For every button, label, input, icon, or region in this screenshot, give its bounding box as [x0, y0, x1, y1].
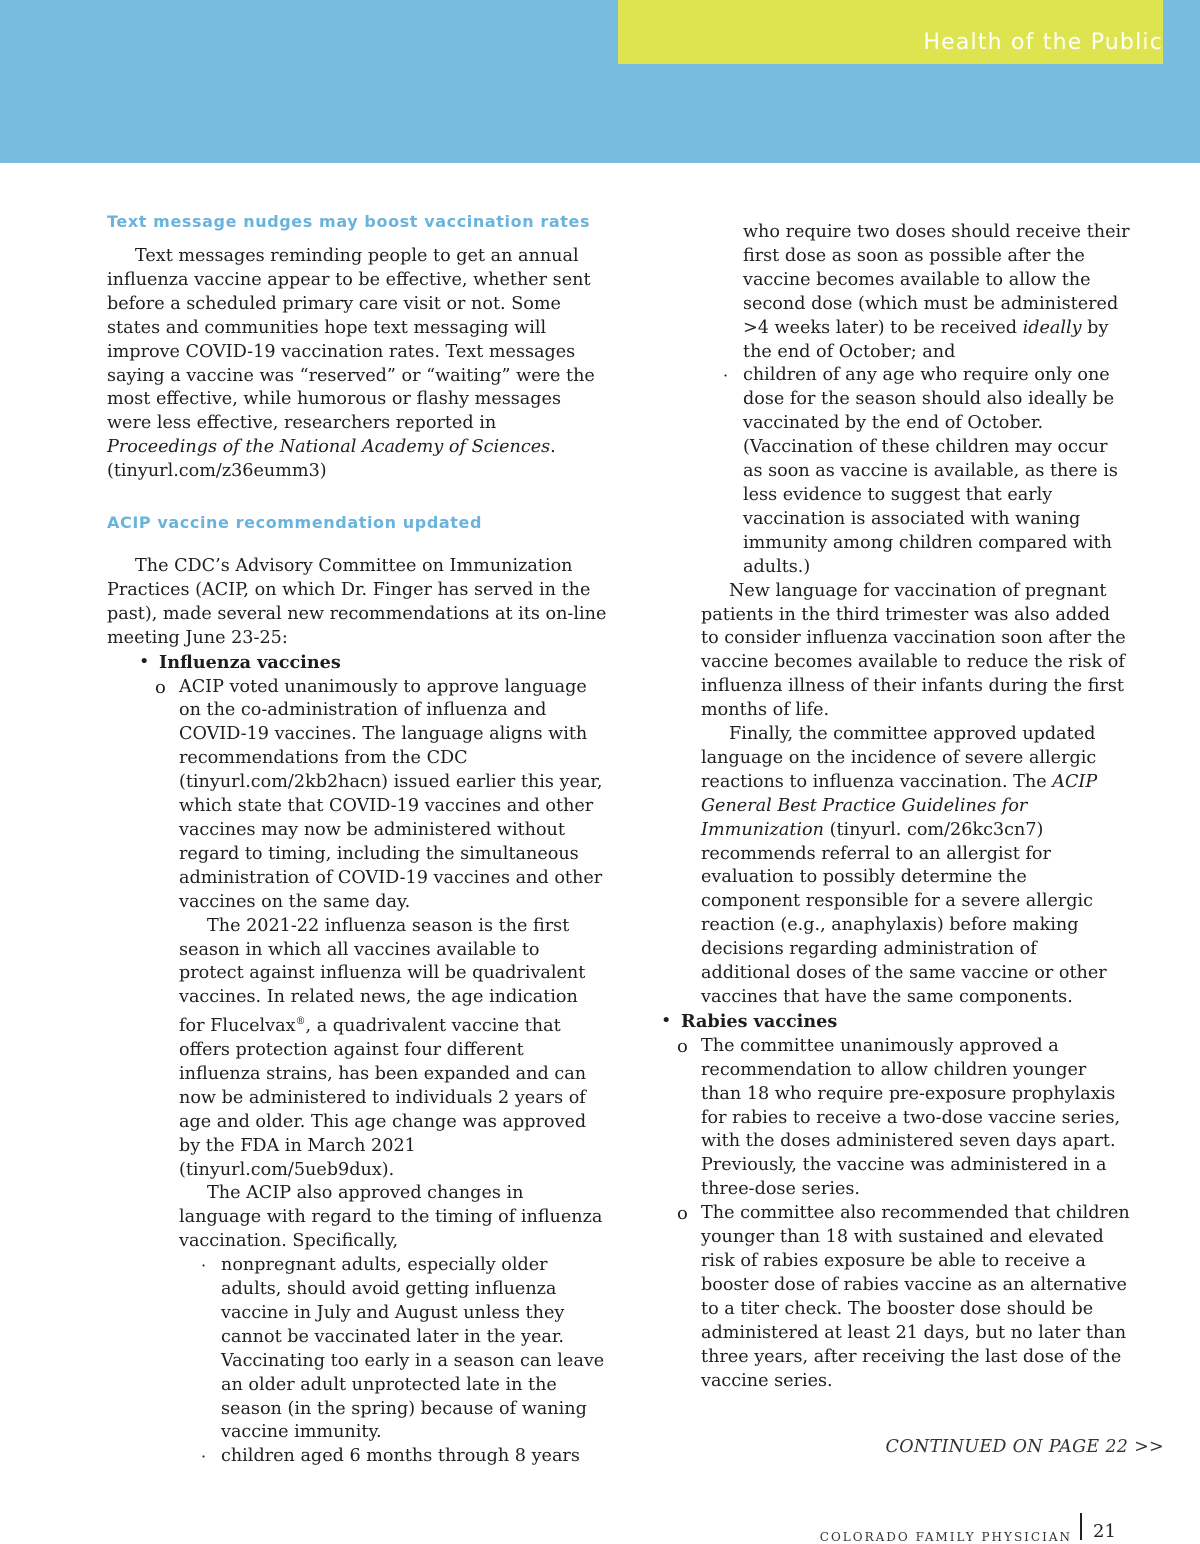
publication-name: COLORADO FAMILY PHYSICIAN — [819, 1530, 1072, 1544]
timing-children-text: children aged 6 months through 8 years — [221, 1446, 580, 1467]
coadmin-text: ACIP voted unanimously to approve language on the co-administration of influenza and COVID-19 vaccines. The language aligns with recommendations from the CDC (tinyurl.com/2kb2hacn) issued earlier this year, which state that COVID-19 vaccines and other vaccines may now be administered without regard to timing, including the simultaneous administration of COVID-19 vaccines and other vaccines on the same day. — [179, 676, 603, 912]
timing-children-continued — [701, 221, 1131, 364]
guidelines-title: ACIP General Best Practice Guidelines for Immunization — [701, 771, 1098, 840]
influenza-bullet — [107, 651, 607, 676]
allergy-text: Finally, the committee approved updated language on the incidence of severe allergic reactions to influenza vaccination. The ACIP General Best Practice Guidelines for Immunization (tinyurl. com/26kc3cn7) recommends referral to an allergist for evaluation to possibly determine the component responsible for a severe allergic reaction (e.g., anaphylaxis) before making decisions regarding administration of additional doses of the same vaccine or other vaccines that have the same components. — [701, 724, 1107, 1007]
article1-body — [107, 245, 607, 484]
rabies-bullet — [661, 1010, 1131, 1035]
timing-intro: The ACIP also approved changes in language with regard to the timing of influenza vaccination. Specifically, — [179, 1183, 603, 1252]
emphasis-ideally: ideally — [1022, 317, 1082, 338]
dot-bullet-icon: · — [723, 366, 729, 386]
timing-children-item — [179, 1445, 607, 1469]
article2-left-column — [107, 555, 607, 1469]
rabies-two-dose-text: The committee unanimously approved a recommendation to allow children younger than 18 who require pre-exposure prophylaxis for rabies to receive a two-dose vaccine series, with the doses administered seven days apart. Previously, the vaccine was administered in a three-dose series. — [701, 1035, 1121, 1200]
coadmin-item — [107, 676, 607, 1470]
timing-adults-text: nonpregnant adults, especially older adults, should avoid getting influenza vaccine in July and August unless they cannot be vaccinated later in the year. Vaccinating too early in a season can leave an older adult unprotected late in the season (in the spring) because of waning vaccine immunity. — [221, 1255, 605, 1443]
footer-divider — [1080, 1513, 1082, 1540]
rabies-label: Rabies vaccines — [681, 1010, 838, 1032]
timing-children-text: who require two doses should receive their first dose as soon as possible after the vaccine becomes available to allow the second dose (which must be administered >4 weeks later) to be received ideally by the end of October; and — [743, 222, 1130, 362]
timing-children-one-item — [701, 364, 1131, 579]
influenza-label: Influenza vaccines — [159, 651, 341, 673]
pregnant-text: New language for vaccination of pregnant patients in the third trimester was also added to consider influenza vaccination soon after the vaccine becomes available to reduce the risk of influenza illness of their infants during the first months of life. — [701, 580, 1126, 721]
rabies-booster-item — [677, 1202, 1131, 1393]
article1-heading: Text message nudges may boost vaccination rates — [107, 212, 591, 231]
sub-bullet-icon: o — [677, 1203, 688, 1225]
sub-bullet-icon: o — [677, 1035, 688, 1057]
dot-bullet-icon: · — [201, 1447, 207, 1467]
sub-bullet-icon: o — [155, 676, 166, 698]
section-tab — [618, 0, 1163, 64]
article2-right-column — [661, 221, 1131, 1393]
journal-title: Proceedings of the National Academy of Sciences — [107, 437, 551, 458]
season-text: The 2021-22 influenza season is the first season in which all vaccines available to protect against influenza will be quadrivalent vaccines. In related news, the age indication for Flucelvax®, a quadrivalent vaccine that offers protection against four different influenza strains, has been expanded and can now be administered to individuals 2 years of age and older. This age change was approved by the FDA in March 2021 (tinyurl.com/5ueb9dux). — [179, 915, 587, 1180]
timing-children-one-text: children of any age who require only one dose for the season should also ideally be vaccinated by the end of October. (Vaccination of these children may occur as soon as vaccine is available, as there is less evidence to suggest that early vaccination is associated with waning immunity among children compared with adults.) — [743, 365, 1118, 577]
article2-intro: The CDC’s Advisory Committee on Immunization Practices (ACIP, on which Dr. Finger has served in the past), made several new recommendations at its on-line meeting June 23-25: — [107, 556, 607, 648]
dot-bullet-icon: · — [201, 1256, 207, 1276]
bullet-icon: • — [661, 1010, 672, 1031]
article1-paragraph: Text messages reminding people to get an annual influenza vaccine appear to be effective, whether sent before a scheduled primary care visit or not. Some states and communities hope text messaging will improve COVID-19 vaccination rates. Text messages saying a vaccine was “reserved” or “waiting” were the most effective, while humorous or flashy messages were less effective, researchers reported in Proceedings of the National Academy of Sciences. (tinyurl.com/z36eumm3) — [107, 246, 595, 482]
timing-adults-item — [179, 1254, 607, 1445]
registered-mark: ® — [295, 1016, 306, 1028]
page-number: 21 — [1093, 1521, 1116, 1542]
continued-link[interactable]: CONTINUED ON PAGE 22 >> — [885, 1437, 1164, 1457]
rabies-booster-text: The committee also recommended that children younger than 18 with sustained and elevated risk of rabies exposure be able to receive a booster dose of rabies vaccine as an alternative to a titer check. The booster dose should be administered at least 21 days, but no later than three years, after receiving the last dose of the vaccine series. — [701, 1203, 1130, 1391]
article2-heading: ACIP vaccine recommendation updated — [107, 513, 483, 532]
section-title: Health of the Public — [923, 30, 1163, 55]
rabies-two-dose-item — [677, 1035, 1131, 1202]
bullet-icon: • — [139, 651, 150, 672]
